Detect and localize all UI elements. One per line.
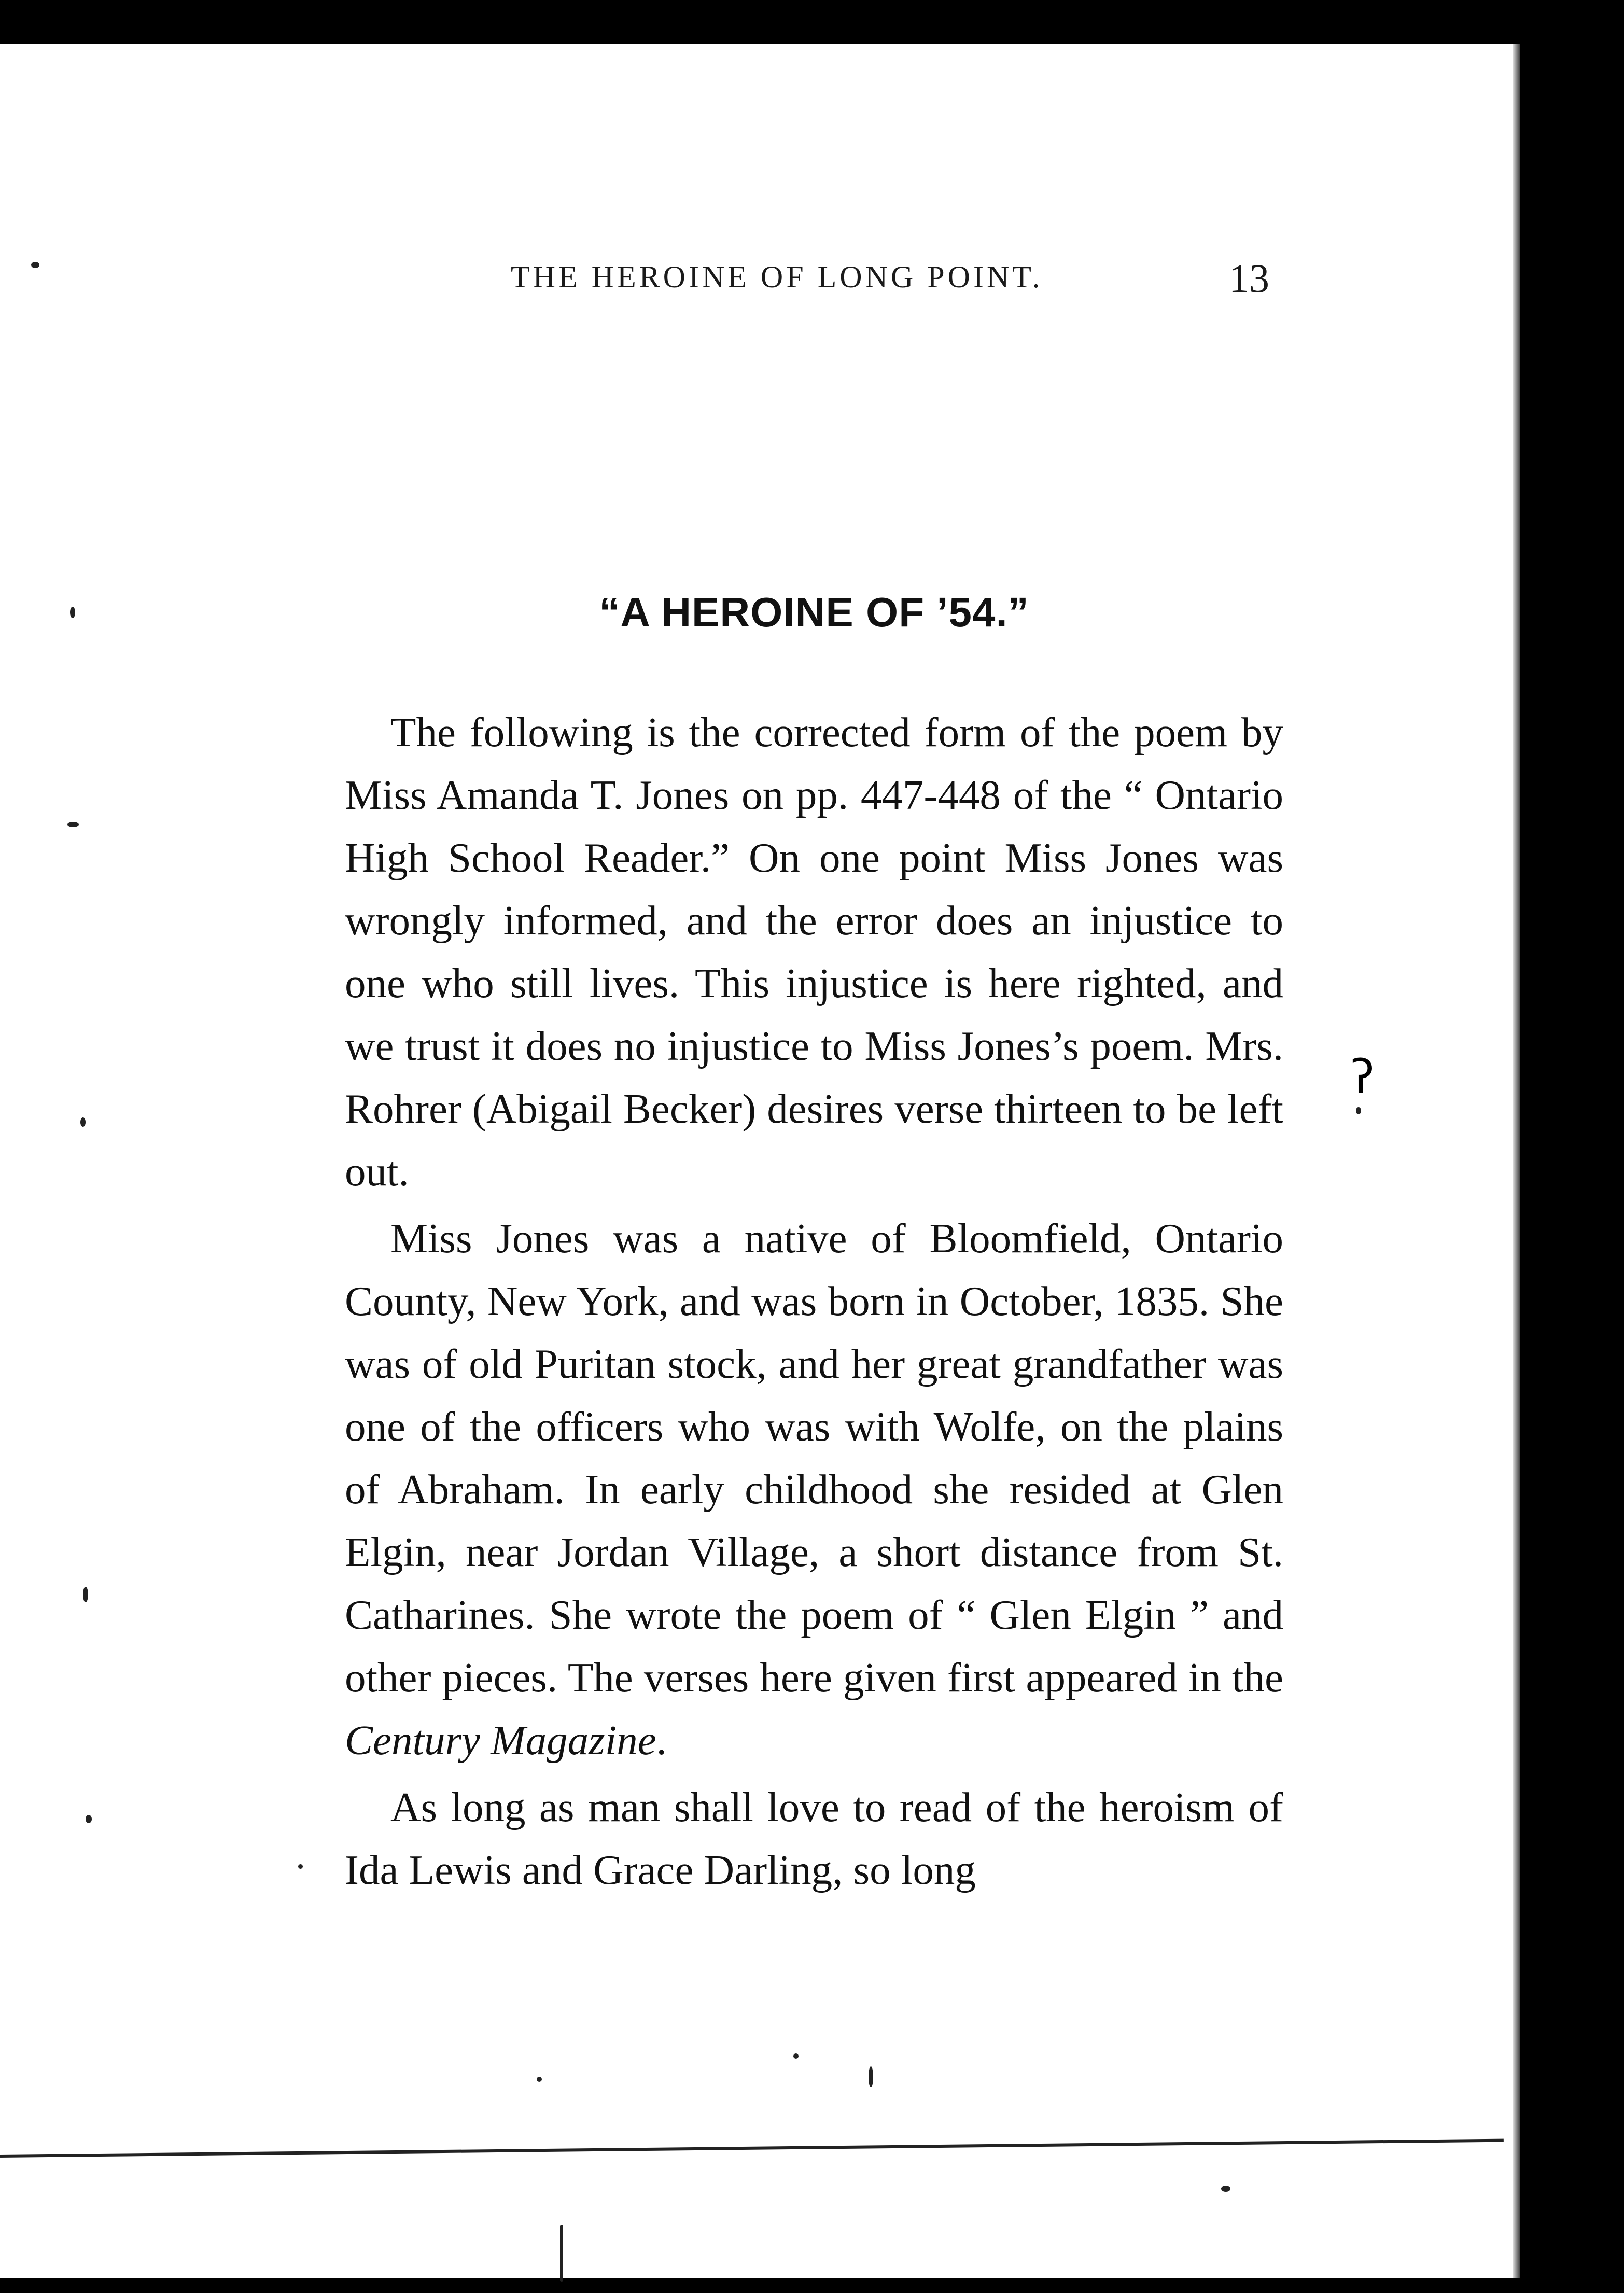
scan-speck [298, 1864, 303, 1869]
running-head: THE HEROINE OF LONG POINT. [511, 260, 1043, 294]
scan-speck [83, 1587, 88, 1602]
scan-speck [560, 2225, 563, 2282]
scan-speck [80, 1117, 86, 1127]
paragraph-3-text: As long as man shall love to read of the heroism of Ida Lewis and Grace Darling, so long [345, 1784, 1283, 1893]
scan-border-bottom [0, 2278, 1624, 2293]
scan-speck [67, 822, 79, 827]
scan-border-right [1520, 0, 1624, 2293]
paragraph-1 [345, 701, 1283, 1203]
scan-speck [86, 1815, 92, 1823]
scan-speck [1356, 1107, 1361, 1114]
paragraph-2-end: . [656, 1717, 667, 1764]
paragraph-2-text: Miss Jones was a native of Bloomfield, Ontario County, New York, and was born in October, 1835. She was of old Puritan stock, and her great grandfather was one of the officers who was with Wolfe, on the plains of Abraham. In early childhood she resided at Glen Elgin, near Jordan Village, a short distance from St. Catharines. She wrote the poem of “ Glen Elgin ” and other pieces. The verses here given first appeared in the [345, 1215, 1283, 1701]
scan-speck [70, 607, 75, 618]
paragraph-2 [345, 1207, 1283, 1772]
page-edge-line [0, 2139, 1504, 2158]
margin-note-mark: ʔ [1351, 1050, 1375, 1104]
magazine-title: Century Magazine [345, 1717, 656, 1764]
scan-speck [31, 262, 39, 268]
paragraph-1-text: The following is the corrected form of the poem by Miss Amanda T. Jones on pp. 447-448 of the “ Ontario High School Reader.” On one point Miss Jones was wrongly informed, and the error does an injustice to one who still lives. This injustice is here righted, and we trust it does no injustice to Miss Jones’s poem. Mrs. Rohrer (Abigail Becker) desires verse thirteen to be left out. [345, 709, 1283, 1195]
scan-speck [793, 2053, 799, 2059]
page-edge-shadow [1513, 44, 1520, 2293]
scan-speck [1221, 2186, 1230, 2192]
scan-speck [869, 2066, 873, 2087]
page-number: 13 [1229, 256, 1269, 301]
paragraph-3 [345, 1776, 1283, 1901]
scan-border-top [0, 0, 1624, 44]
scan-speck [537, 2077, 542, 2082]
article-title: “A HEROINE OF ’54.” [599, 589, 1029, 635]
article-body [345, 701, 1283, 1906]
